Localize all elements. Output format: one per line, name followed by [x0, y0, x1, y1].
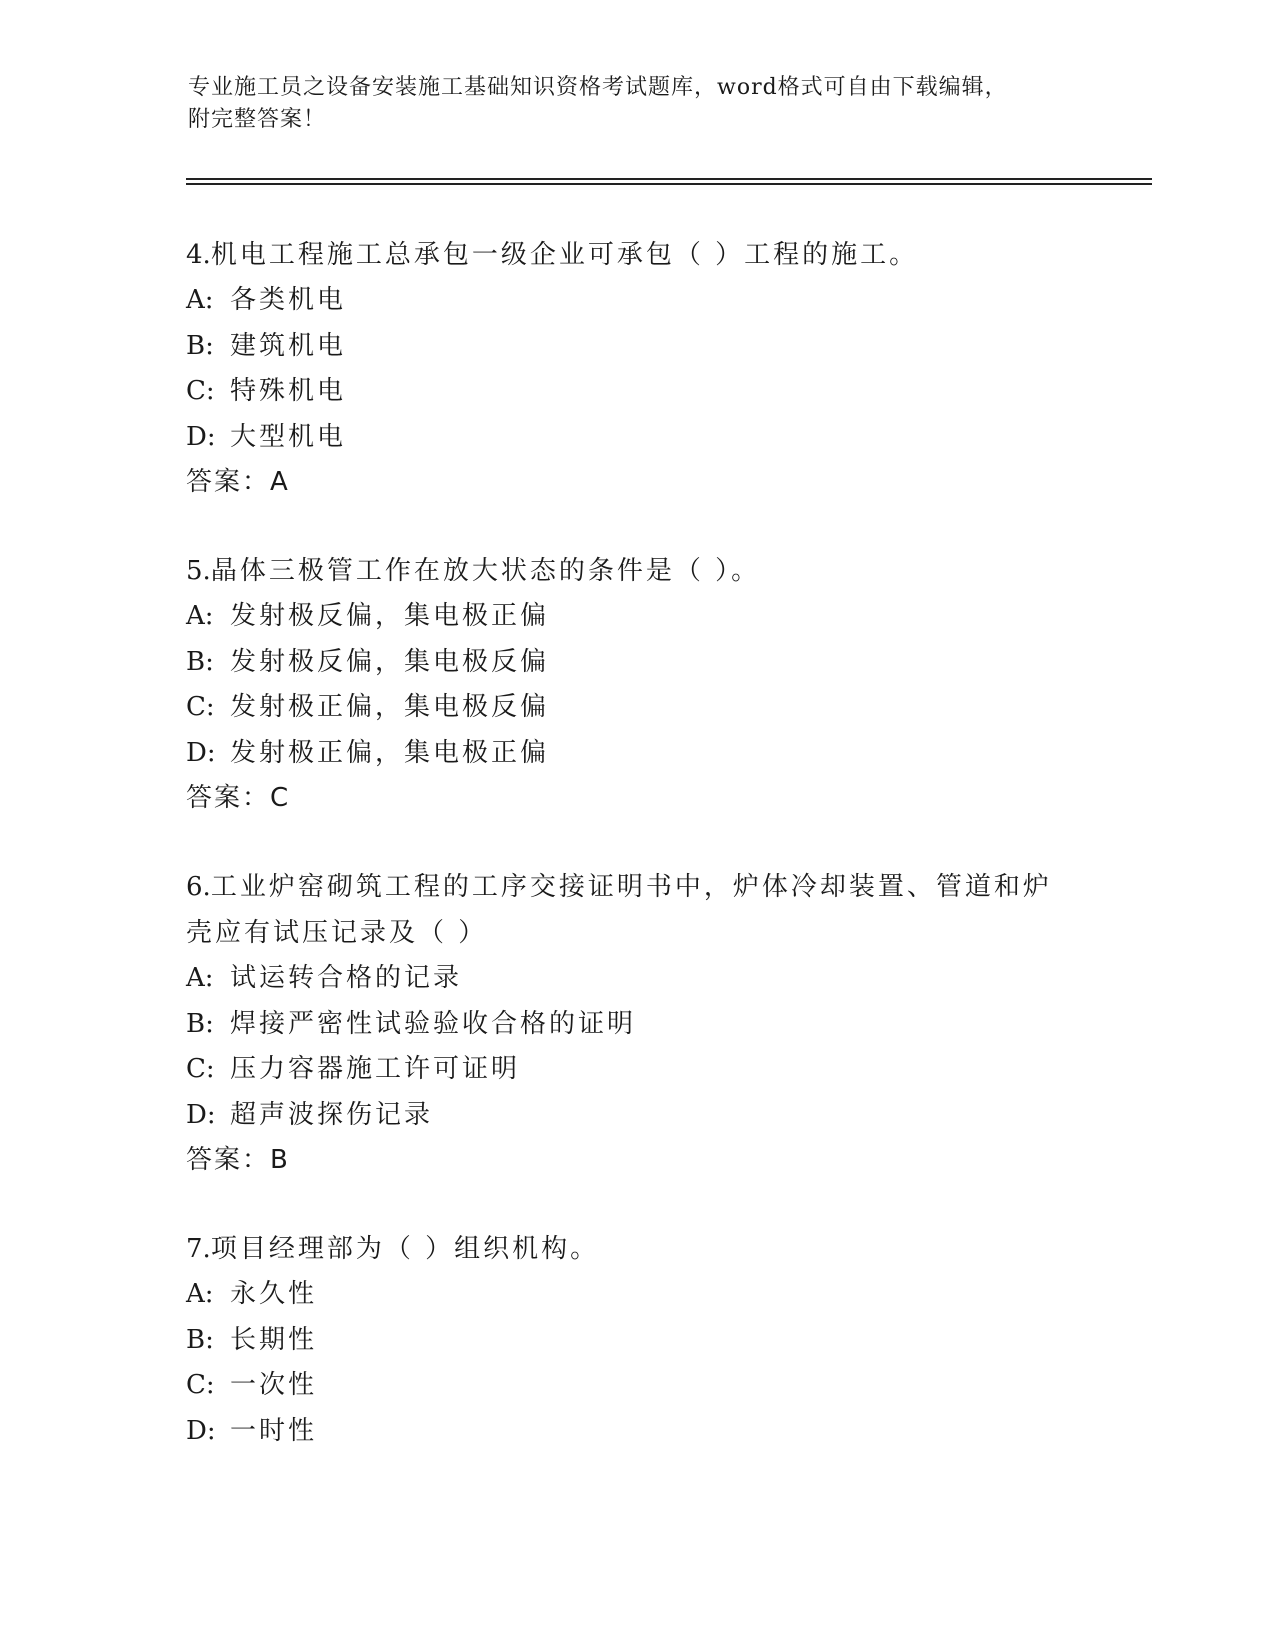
option-b — [186, 1002, 1086, 1048]
option-text: 发射极正偏，集电极反偏 — [230, 692, 550, 722]
option-b — [186, 1318, 1086, 1364]
option-key: D: — [186, 421, 216, 452]
option-text: 试运转合格的记录 — [230, 963, 463, 993]
option-d — [186, 415, 1086, 461]
option-text: 一次性 — [230, 1370, 318, 1400]
option-key: B: — [186, 646, 214, 677]
option-text: 压力容器施工许可证明 — [230, 1054, 521, 1084]
option-a — [186, 956, 1086, 1002]
question-stem — [186, 1226, 1086, 1272]
question-number: 5. — [186, 556, 211, 586]
option-text: 一时性 — [230, 1415, 318, 1446]
question-4 — [186, 232, 1086, 504]
option-key: D: — [186, 1099, 216, 1130]
answer-line: 答案：A — [186, 467, 290, 497]
option-key: B: — [186, 330, 214, 361]
option-d — [186, 1409, 1086, 1455]
option-b — [186, 640, 1086, 686]
option-text: 建筑机电 — [230, 330, 347, 361]
document-header — [188, 72, 1068, 136]
option-key: C: — [186, 692, 215, 722]
question-list — [186, 232, 1086, 1498]
option-key: B: — [186, 1008, 214, 1039]
option-text: 永久性 — [230, 1279, 318, 1309]
header-divider-top — [186, 178, 1152, 180]
option-key: B: — [186, 1324, 214, 1355]
option-c — [186, 369, 1086, 415]
question-7 — [186, 1226, 1086, 1454]
option-key: A: — [186, 601, 214, 631]
question-text: 晶体三极管工作在放大状态的条件是（ ）。 — [210, 556, 761, 586]
answer-line: 答案：B — [186, 1145, 290, 1175]
option-text: 各类机电 — [230, 285, 347, 315]
question-6 — [186, 864, 1086, 1182]
header-line-2: 附完整答案！ — [188, 107, 327, 132]
option-key: D: — [186, 1415, 216, 1446]
option-key: C: — [186, 1370, 215, 1400]
option-d — [186, 731, 1086, 777]
question-stem — [186, 232, 1086, 278]
option-d — [186, 1093, 1086, 1139]
option-a — [186, 1272, 1086, 1318]
header-divider-bottom — [186, 183, 1152, 185]
question-stem-continued: 壳应有试压记录及（ ） — [186, 918, 488, 948]
option-key: D: — [186, 737, 216, 768]
option-key: A: — [186, 285, 214, 315]
option-c — [186, 685, 1086, 731]
option-text: 焊接严密性试验验收合格的证明 — [230, 1008, 637, 1039]
option-text: 发射极反偏，集电极正偏 — [230, 601, 550, 631]
question-5 — [186, 548, 1086, 820]
option-key: A: — [186, 1279, 214, 1309]
question-number: 4. — [186, 240, 211, 270]
option-text: 长期性 — [230, 1324, 318, 1355]
question-stem — [186, 548, 1086, 594]
question-stem — [186, 864, 1086, 910]
question-number: 7. — [186, 1234, 211, 1264]
option-key: C: — [186, 376, 215, 406]
option-key: A: — [186, 963, 214, 993]
option-text: 特殊机电 — [230, 376, 347, 406]
question-number: 6. — [186, 872, 211, 902]
option-key: C: — [186, 1054, 215, 1084]
option-text: 发射极正偏，集电极正偏 — [230, 737, 550, 768]
header-line-1: 专业施工员之设备安装施工基础知识资格考试题库，word格式可自由下载编辑， — [188, 75, 1008, 100]
question-text: 项目经理部为（ ）组织机构。 — [210, 1234, 600, 1264]
question-text: 机电工程施工总承包一级企业可承包（ ）工程的施工。 — [210, 240, 919, 270]
answer-line: 答案：C — [186, 783, 291, 813]
option-c — [186, 1363, 1086, 1409]
option-b — [186, 324, 1086, 370]
option-c — [186, 1047, 1086, 1093]
option-a — [186, 278, 1086, 324]
option-text: 大型机电 — [230, 421, 347, 452]
question-text: 工业炉窑砌筑工程的工序交接证明书中，炉体冷却装置、管道和炉 — [210, 872, 1052, 902]
option-text: 发射极反偏，集电极反偏 — [230, 646, 550, 677]
option-text: 超声波探伤记录 — [230, 1099, 434, 1130]
option-a — [186, 594, 1086, 640]
